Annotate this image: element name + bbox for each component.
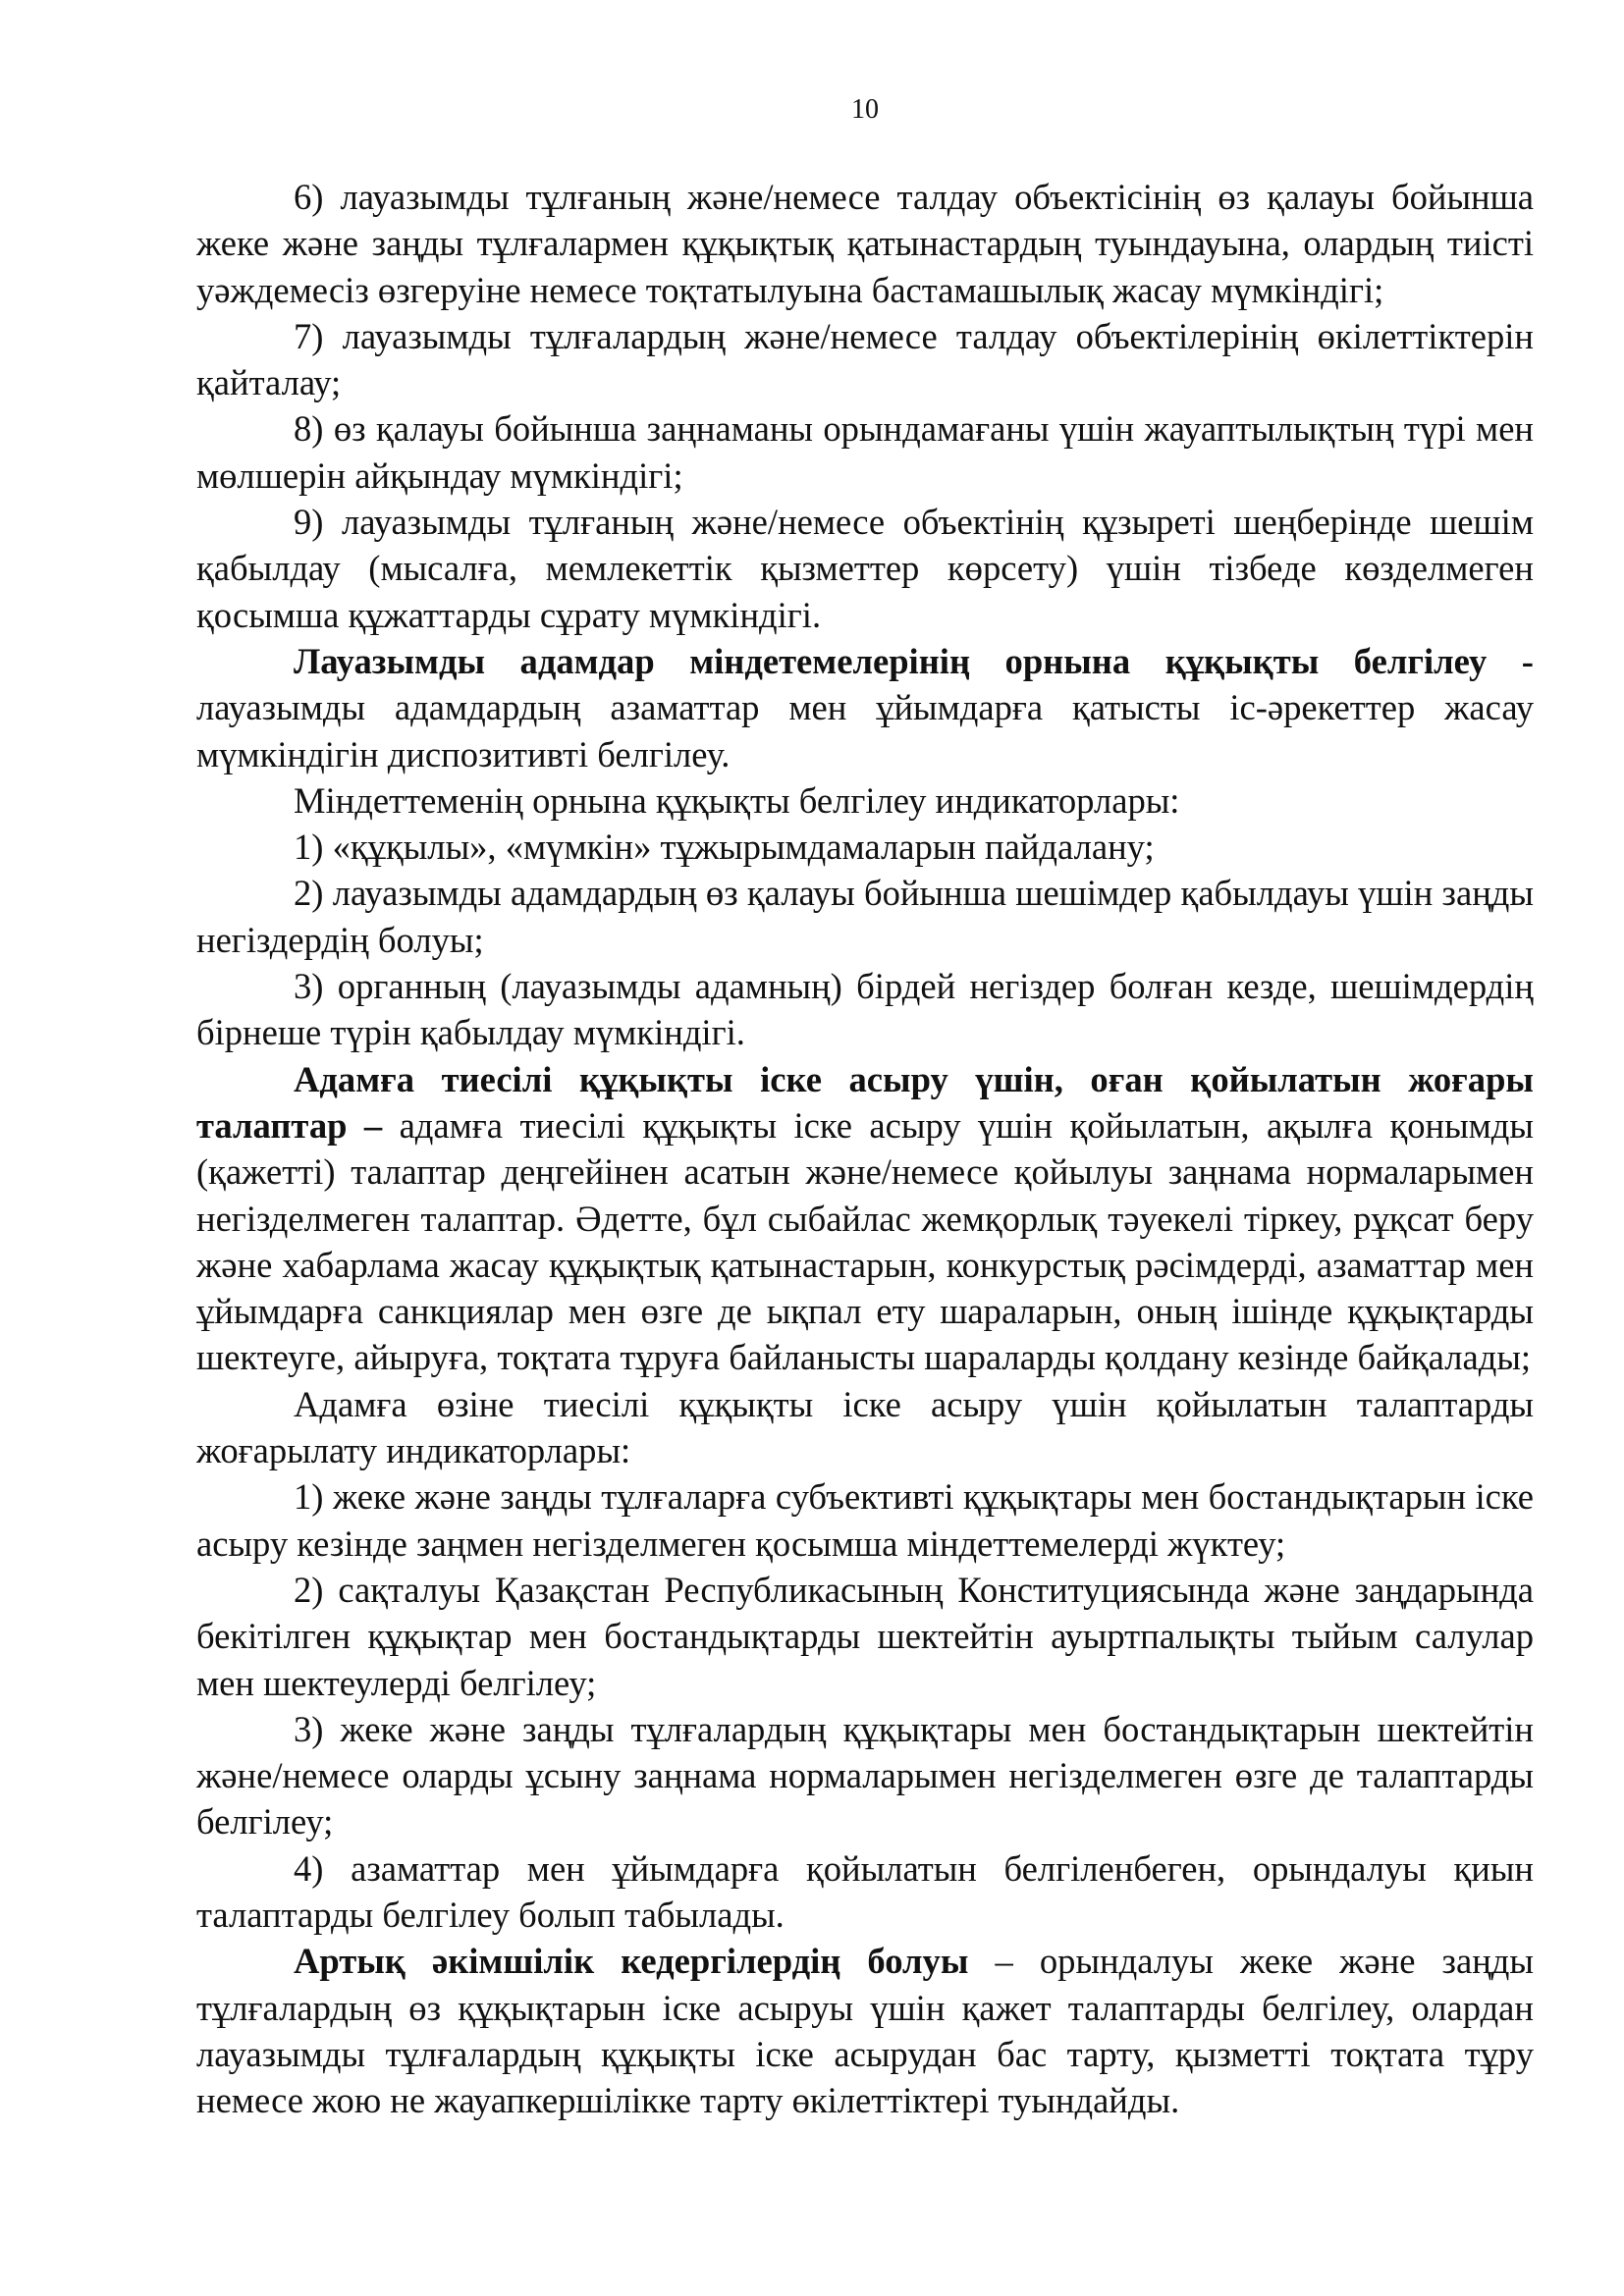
list-item-8: 8) өз қалауы бойынша заңнаманы орындамағаны үшін жауаптылықтың түрі мен мөлшерін айқындау мүмкіндігі; (196, 408, 1534, 496)
requirement-item-1: 1) жеке және заңды тұлғаларға субъективті құқықтары мен бостандықтарын іске асыру кезінде заңмен негізделмеген қосымша міндеттемелерді жүктеу; (196, 1476, 1534, 1564)
definition-text: лауазымды адамдардың азаматтар мен ұйымдарға қатысты іс-әрекеттер жасау мүмкіндігін диспозитивті белгілеу. (196, 687, 1534, 774)
page-number: 10 (851, 94, 879, 125)
indicator-item-3: 3) органның (лауазымды адамның) бірдей негіздер болған кезде, шешімдердің бірнеше түрін қабылдау мүмкіндігі. (196, 966, 1534, 1053)
list-item-7: 7) лауазымды тұлғалардың және/немесе талдау объектілерінің өкілеттіктерін қайталау; (196, 315, 1534, 403)
term-heading: Артық әкімшілік кедергілердің болуы (294, 1941, 969, 1982)
requirement-item-2: 2) сақталуы Қазақстан Республикасының Конституциясында және заңдарында бекітілген құқықтар мен бостандықтарды шектейтін ауыртпалықты тыйым салулар мен шектеулерді белгілеу; (196, 1569, 1534, 1703)
definition-text: адамға тиесілі құқықты іске асыру үшін қойылатын, ақылға қонымды (қажетті) талаптар деңгейінен асатын және/немесе қойылуы заңнама нормаларымен негізделмеген талаптар. Әдетте, бұл сыбайлас жемқорлық тәуекелі тіркеу, рұқсат беру және хабарлама жасау құқықтық қатынастарын, конкурстық рәсімдерді, азаматтар мен ұйымдарға санкциялар мен өзге де ықпал ету шараларын, оның ішінде құқықтарды шектеуге, айыруға, тоқтата тұруға байланысты шараларды қолдану кезінде байқалады; (196, 1104, 1534, 1378)
term-heading: Лауазымды адамдар міндетемелерінің орнына құқықты белгілеу - (294, 640, 1534, 681)
list-item-6: 6) лауазымды тұлғаның және/немесе талдау объектісінің өз қалауы бойынша жеке және заңды тұлғалармен құқықтық қатынастардың туындауына, олардың тиісті уәждемесіз өзгеруіне немесе тоқтатылуына бастамашылық жасау мүмкіндігі; (196, 177, 1534, 310)
requirement-item-3: 3) жеке және заңды тұлғалардың құқықтары мен бостандықтарын шектейтін және/немесе оларды ұсыну заңнама нормаларымен негізделмеген өзге де талаптарды белгілеу; (196, 1708, 1534, 1842)
term-heading: Адамға тиесілі құқықты іске асыру үшін, оған қойылатын жоғары талаптар – (196, 1058, 1534, 1146)
definition-administrative-barriers (196, 1938, 1534, 2123)
definition-excessive-requirements (196, 1056, 1534, 1381)
indicator-item-1: 1) «құқылы», «мүмкін» тұжырымдамаларын пайдалану; (294, 827, 1155, 868)
requirements-indicators-intro: Адамға өзіне тиесілі құқықты іске асыру үшін қойылатын талаптарды жоғарылату индикаторлары: (196, 1383, 1534, 1471)
definition-text: – орындалуы жеке және заңды тұлғалардың өз құқықтарын іске асыруы үшін қажет талаптарды белгілеу, олардан лауазымды тұлғалардың құқықты іске асырудан бас тарту, қызметті тоқтата тұру немесе жою не жауапкершілікке тарту өкілеттіктері туындайды. (196, 1941, 1534, 2121)
definition-rights-instead-of-obligations (196, 638, 1534, 777)
requirement-item-4: 4) азаматтар мен ұйымдарға қойылатын белгіленбеген, орындалуы қиын талаптарды белгілеу болып табылады. (196, 1847, 1534, 1935)
indicator-item-2: 2) лауазымды адамдардың өз қалауы бойынша шешімдер қабылдауы үшін заңды негіздердің болуы; (196, 873, 1534, 960)
list-item-9: 9) лауазымды тұлғаның және/немесе объектінің құзыреті шеңберінде шешім қабылдау (мысалға, мемлекеттік қызметтер көрсету) үшін тізбеде көзделмеген қосымша құжаттарды сұрату мүмкіндігі. (196, 502, 1534, 635)
document-body (196, 174, 1534, 2123)
indicators-intro: Міндеттеменің орнына құқықты белгілеу индикаторлары: (294, 779, 1180, 821)
